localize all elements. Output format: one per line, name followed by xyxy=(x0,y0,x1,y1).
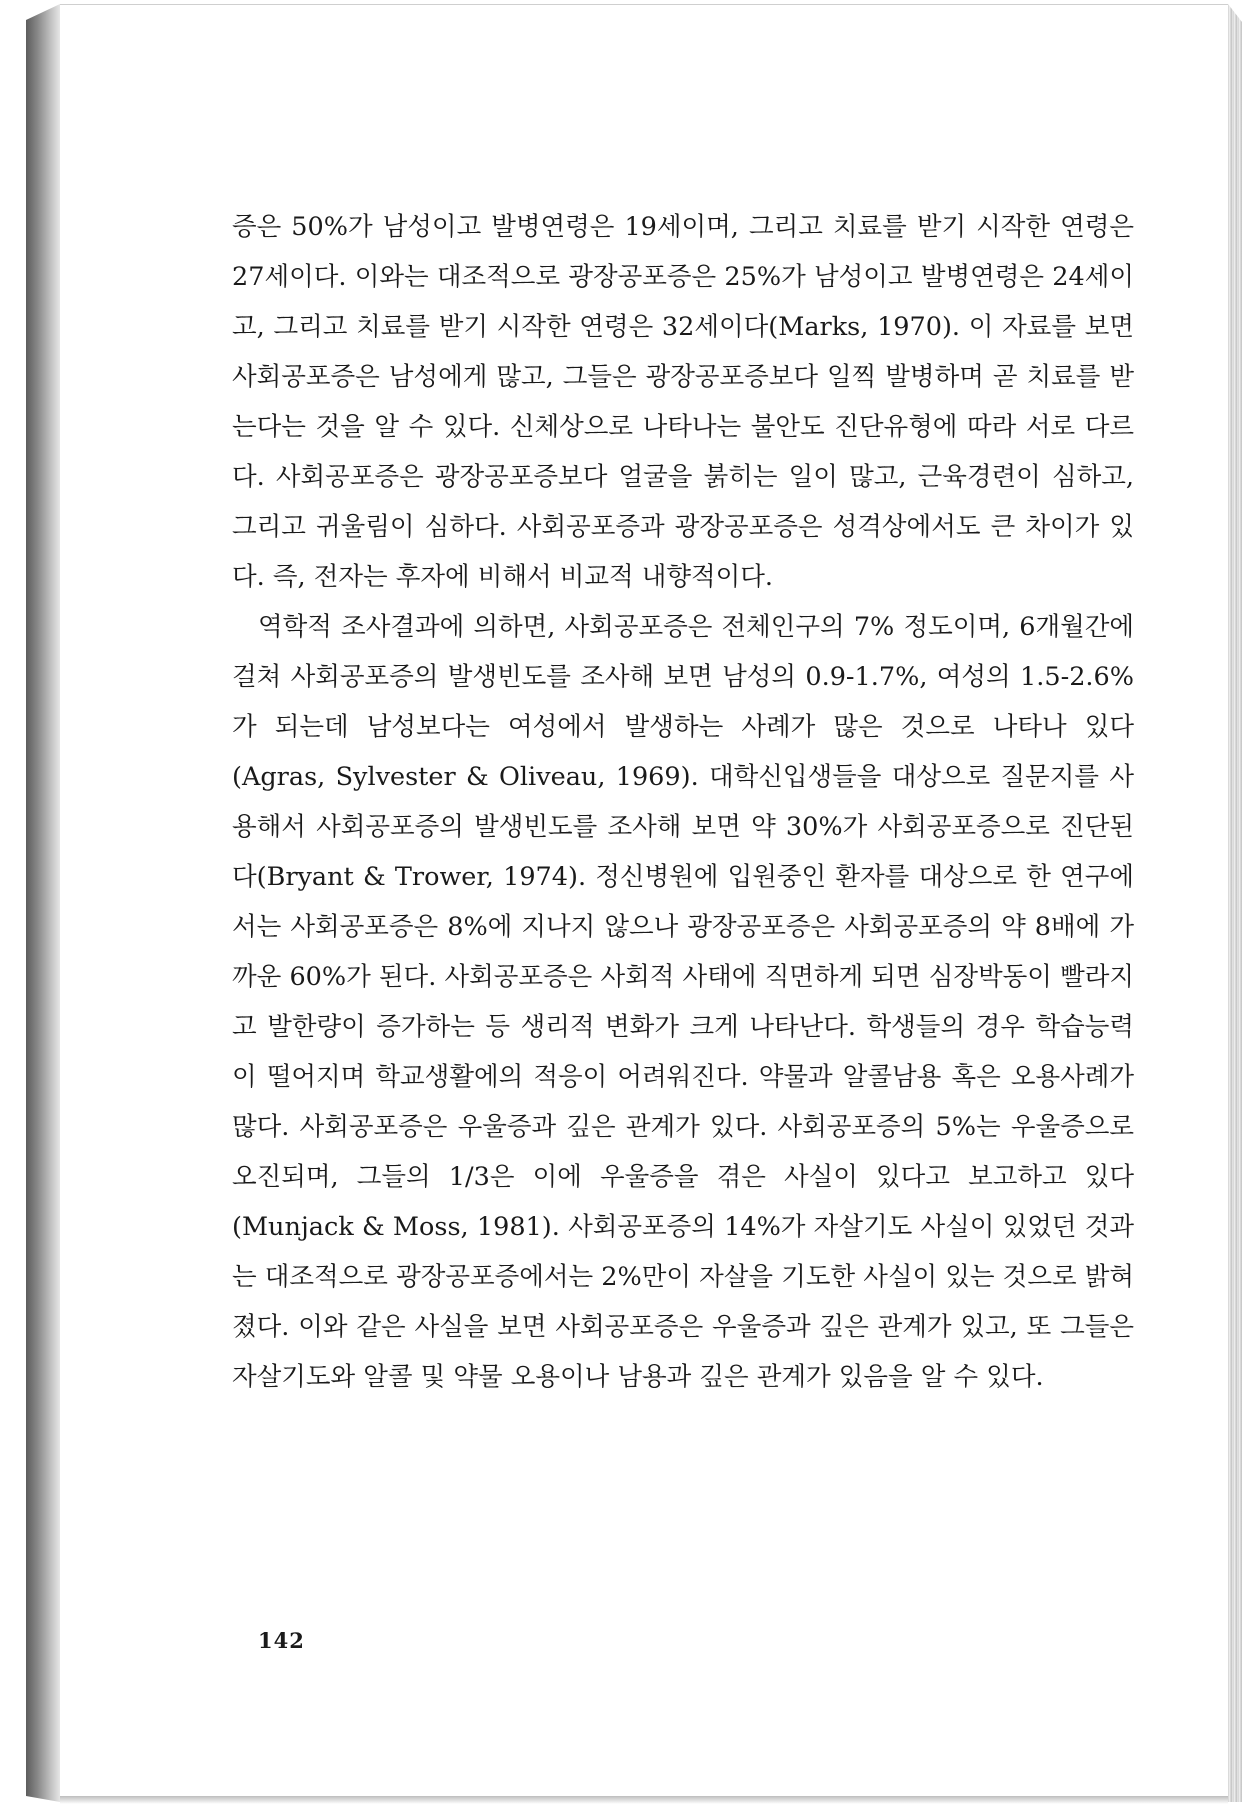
page-stack-edge xyxy=(1228,4,1242,1802)
page-bottom-shadow xyxy=(60,1796,1228,1804)
page-number: 142 xyxy=(258,1628,305,1653)
paragraph-continued: 증은 50%가 남성이고 발병연령은 19세이며, 그리고 치료를 받기 시작한 연령은 27세이다. 이와는 대조적으로 광장공포증은 25%가 남성이고 발병연령은 24세이고, 그리고 치료를 받기 시작한 연령은 32세이다(Marks, 1970). 이 자료를 보면 사회공포증은 남성에게 많고, 그들은 광장공포증보다 일찍 발병하며 곧 치료를 받는다는 것을 알 수 있다. 신체상으로 나타나는 불안도 진단유형에 따라 서로 다르다. 사회공포증은 광장공포증보다 얼굴을 붉히는 일이 많고, 근육경련이 심하고, 그리고 귀울림이 심하다. 사회공포증과 광장공포증은 성격상에서도 큰 차이가 있다. 즉, 전자는 후자에 비해서 비교적 내향적이다. xyxy=(232,212,1134,592)
book-spine-edge xyxy=(26,4,60,1802)
body-text xyxy=(232,202,1134,1402)
paragraph-epidemiology: 역학적 조사결과에 의하면, 사회공포증은 전체인구의 7% 정도이며, 6개월간에 걸쳐 사회공포증의 발생빈도를 조사해 보면 남성의 0.9-1.7%, 여성의 1.5-2.6%가 되는데 남성보다는 여성에서 발생하는 사례가 많은 것으로 나타나 있다(Agras, Sylvester & Oliveau, 1969). 대학신입생들을 대상으로 질문지를 사용해서 사회공포증의 발생빈도를 조사해 보면 약 30%가 사회공포증으로 진단된다(Bryant & Trower, 1974). 정신병원에 입원중인 환자를 대상으로 한 연구에서는 사회공포증은 8%에 지나지 않으나 광장공포증은 사회공포증의 약 8배에 가까운 60%가 된다. 사회공포증은 사회적 사태에 직면하게 되면 심장박동이 빨라지고 발한량이 증가하는 등 생리적 변화가 크게 나타난다. 학생들의 경우 학습능력이 떨어지며 학교생활에의 적응이 어려워진다. 약물과 알콜남용 혹은 오용사례가 많다. 사회공포증은 우울증과 깊은 관계가 있다. 사회공포증의 5%는 우울증으로 오진되며, 그들의 1/3은 이에 우울증을 겪은 사실이 있다고 보고하고 있다(Munjack & Moss, 1981). 사회공포증의 14%가 자살기도 사실이 있었던 것과는 대조적으로 광장공포증에서는 2%만이 자살을 기도한 사실이 있는 것으로 밝혀졌다. 이와 같은 사실을 보면 사회공포증은 우울증과 깊은 관계가 있고, 또 그들은 자살기도와 알콜 및 약물 오용이나 남용과 깊은 관계가 있음을 알 수 있다. xyxy=(232,612,1134,1392)
